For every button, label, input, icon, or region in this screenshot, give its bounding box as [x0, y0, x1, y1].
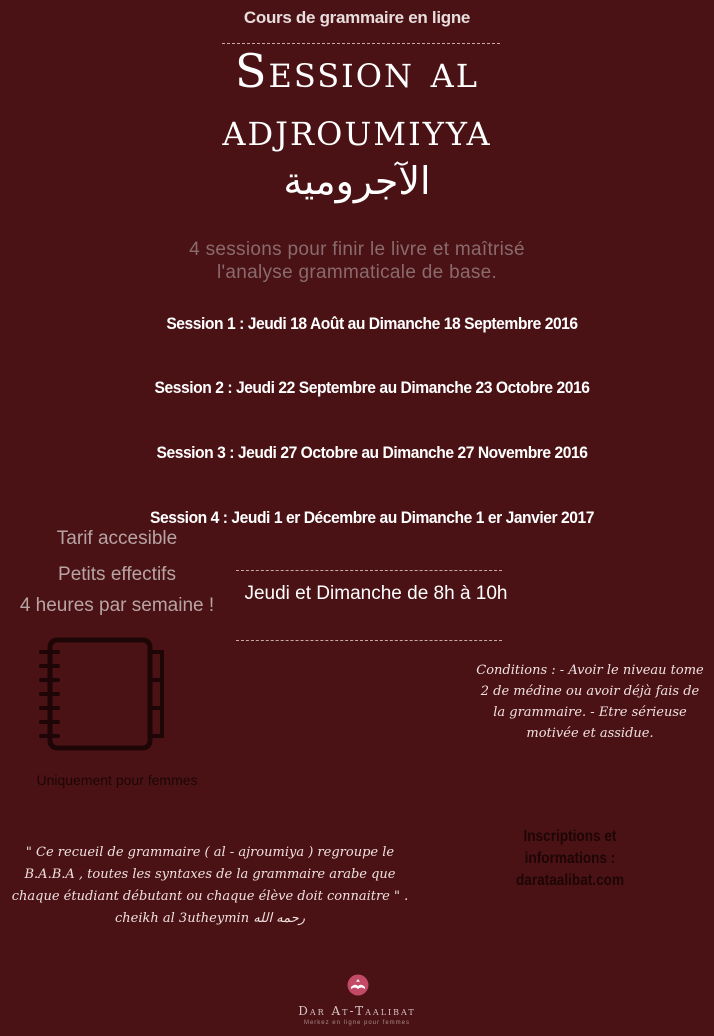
- session-3: Session 3 : Jeudi 27 Octobre au Dimanche 27 Novembre 2016: [156, 443, 588, 462]
- page-title-arabic: الآجرومية: [283, 159, 431, 203]
- quote-text: " Ce recueil de grammaire ( al - ajroumiya ) regroupe le B.A.B.A , toutes les syntaxes de la grammaire arabe que chaque étudiant débutant ou chaque élève doit connaitre " . cheikh al 3utheymin رحمه الله: [11, 845, 409, 926]
- schedule-text: Jeudi et Dimanche de 8h à 10h: [244, 583, 508, 604]
- brand-tagline: Merkez en ligne pour femmes: [303, 1020, 411, 1026]
- divider: [236, 570, 502, 571]
- feature-hours: 4 heures par semaine !: [19, 595, 215, 616]
- session-1: Session 1 : Jeudi 18 Août au Dimanche 18 Septembre 2016: [166, 314, 578, 333]
- page-title-line1: Session al: [234, 44, 479, 98]
- page-title-line2: adjroumiyya: [222, 102, 492, 156]
- women-only-note: Uniquement pour femmes: [36, 772, 198, 788]
- feature-small-groups: Petits effectifs: [58, 564, 176, 585]
- session-2: Session 2 : Jeudi 22 Septembre au Dimanche 23 Octobre 2016: [154, 378, 590, 397]
- header-subtitle: Cours de grammaire en ligne: [243, 8, 471, 27]
- divider: [236, 640, 502, 641]
- session-4: Session 4 : Jeudi 1 er Décembre au Dimanche 1 er Janvier 2017: [149, 508, 594, 527]
- conditions-text: Conditions : - Avoir le niveau tome 2 de médine ou avoir déjà fais de la grammaire. - Etre sérieuse motivée et assidue.: [476, 663, 704, 741]
- brand-name: Dar At-Taalibat: [298, 1004, 416, 1018]
- feature-price: Tarif accesible: [56, 528, 178, 549]
- open-book-logo-icon: [347, 974, 369, 1001]
- website-link[interactable]: darataalibat.com: [515, 872, 625, 889]
- notebook-icon: [36, 634, 168, 763]
- inscriptions-block: [485, 826, 655, 892]
- inscriptions-label: Inscriptions et informations :: [523, 828, 617, 867]
- intro-text: 4 sessions pour finir le livre et maîtrisé l'analyse grammaticale de base.: [189, 239, 525, 283]
